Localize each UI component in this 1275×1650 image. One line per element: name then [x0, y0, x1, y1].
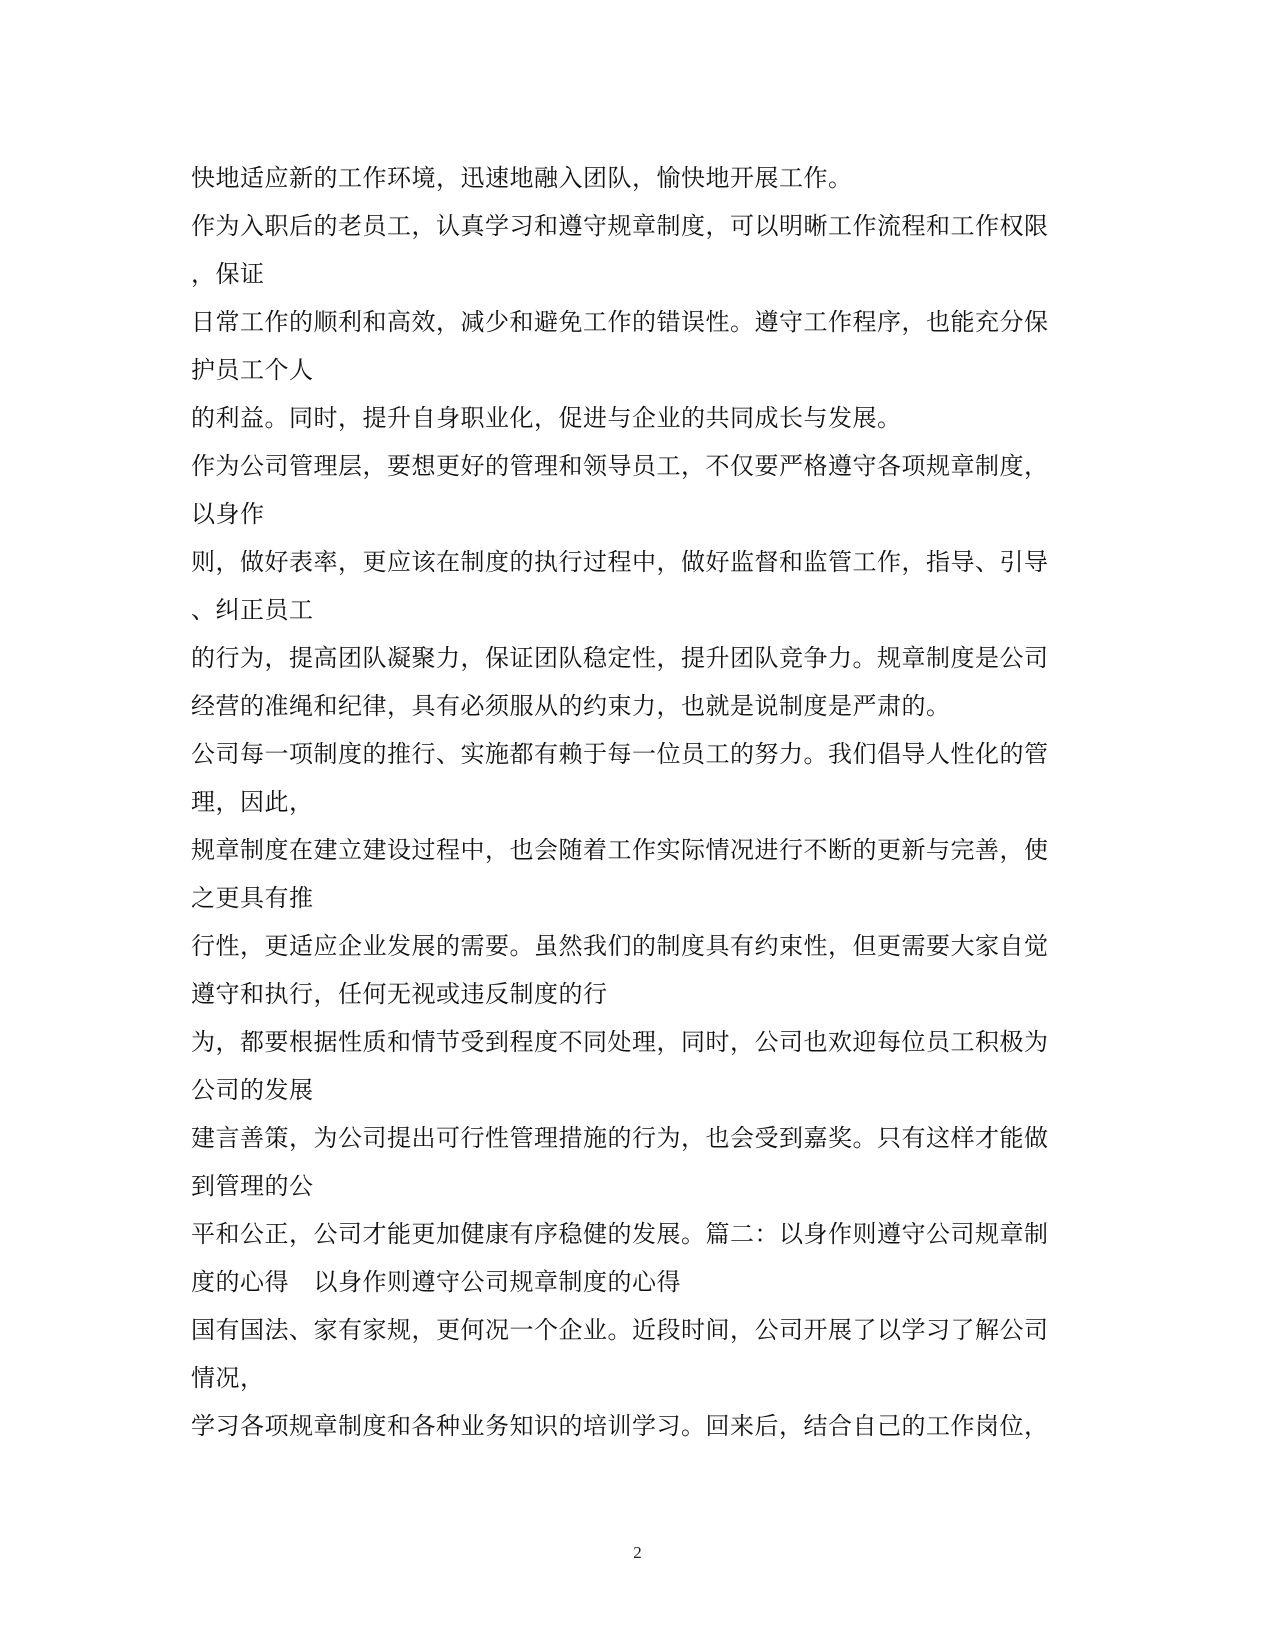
- text-line: 则，做好表率，更应该在制度的执行过程中，做好监督和监管工作，指导、引导: [191, 548, 1049, 576]
- text-line: ，保证: [191, 260, 265, 288]
- text-line: 平和公正，公司才能更加健康有序稳健的发展。篇二：以身作则遵守公司规章制: [191, 1220, 1049, 1248]
- text-line: 学习各项规章制度和各种业务知识的培训学习。回来后，结合自己的工作岗位，: [191, 1412, 1049, 1440]
- text-line: 度的心得 以身作则遵守公司规章制度的心得: [191, 1268, 681, 1296]
- text-line: 为，都要根据性质和情节受到程度不同处理，同时，公司也欢迎每位员工积极为: [191, 1028, 1049, 1056]
- text-line: 的行为，提高团队凝聚力，保证团队稳定性，提升团队竞争力。规章制度是公司: [191, 644, 1049, 672]
- text-line: 行性，更适应企业发展的需要。虽然我们的制度具有约束性，但更需要大家自觉: [191, 932, 1049, 960]
- text-line: 遵守和执行，任何无视或违反制度的行: [191, 980, 608, 1008]
- text-line: 日常工作的顺利和高效，减少和避免工作的错误性。遵守工作程序，也能充分保: [191, 308, 1049, 336]
- text-line: 作为入职后的老员工，认真学习和遵守规章制度，可以明晰工作流程和工作权限: [191, 212, 1049, 240]
- text-line: 国有国法、家有家规，更何况一个企业。近段时间，公司开展了以学习了解公司: [191, 1316, 1049, 1344]
- text-line: 快地适应新的工作环境，迅速地融入团队，愉快地开展工作。: [191, 164, 853, 192]
- text-line: 公司每一项制度的推行、实施都有赖于每一位员工的努力。我们倡导人性化的管: [191, 740, 1049, 768]
- text-line: 情况，: [191, 1364, 265, 1392]
- text-line: 护员工个人: [191, 356, 314, 384]
- text-line: 公司的发展: [191, 1076, 314, 1104]
- document-body: [191, 154, 1071, 1450]
- page-number: 2: [633, 1543, 642, 1562]
- text-line: 、纠正员工: [191, 596, 314, 624]
- text-line: 建言善策，为公司提出可行性管理措施的行为，也会受到嘉奖。只有这样才能做: [191, 1124, 1049, 1152]
- text-line: 作为公司管理层，要想更好的管理和领导员工，不仅要严格遵守各项规章制度，: [191, 452, 1049, 480]
- text-line: 的利益。同时，提升自身职业化，促进与企业的共同成长与发展。: [191, 404, 902, 432]
- text-line: 以身作: [191, 500, 265, 528]
- text-line: 之更具有推: [191, 884, 314, 912]
- text-line: 理，因此，: [191, 788, 314, 816]
- text-line: 经营的准绳和纪律，具有必须服从的约束力，也就是说制度是严肃的。: [191, 692, 951, 720]
- text-line: 到管理的公: [191, 1172, 314, 1200]
- text-line: 规章制度在建立建设过程中，也会随着工作实际情况进行不断的更新与完善，使: [191, 836, 1049, 864]
